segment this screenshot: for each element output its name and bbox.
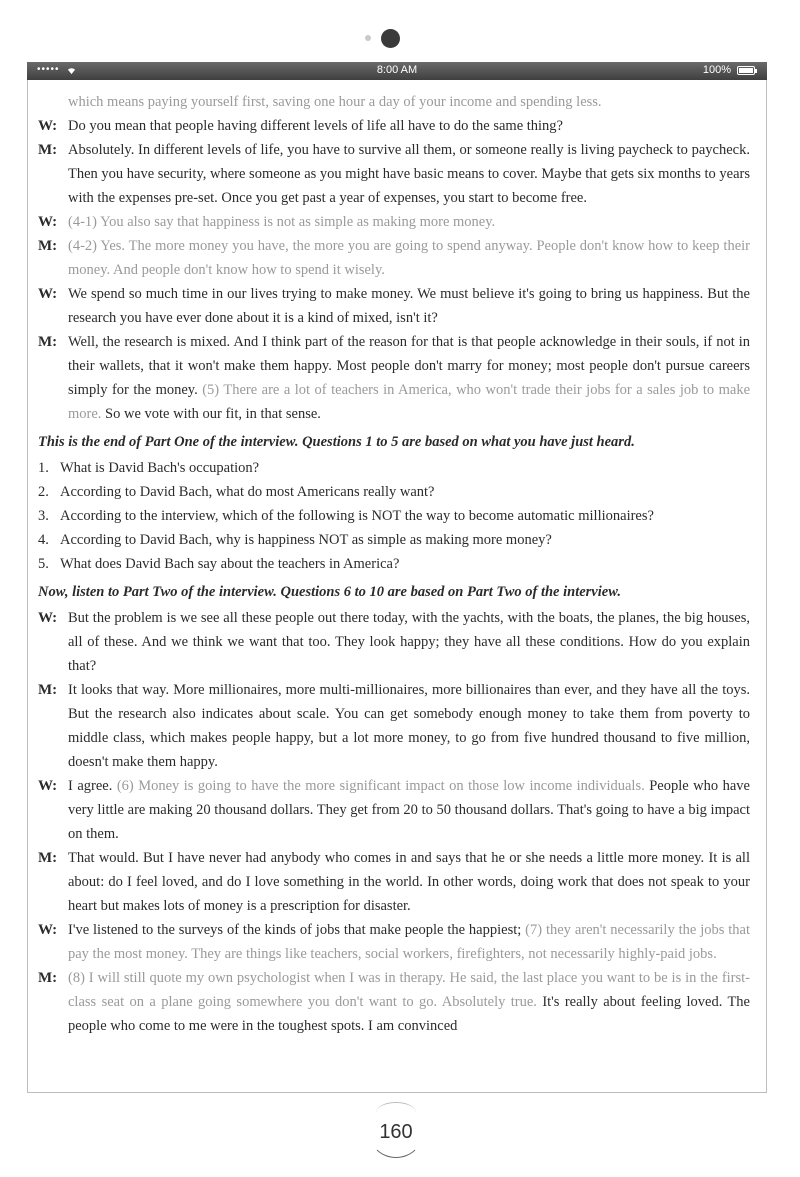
- dialogue-text-main: Well, the research is mixed. And I think part of the reason for that is that people acknowledge in their souls, if not in their wallets, that it won't make them happy. Most people don't marry for money; most people don't pursue careers simply for the money.: [68, 334, 750, 398]
- dialogue-paragraph: [38, 918, 750, 966]
- speaker-label: M:: [38, 238, 58, 254]
- answer-hint-text: (6) Money is going to have the more significant impact on those low income individuals.: [112, 778, 645, 794]
- dialogue-text-tail: People who have very little are making 20 thousand dollars. They get from 20 to 50 thousand dollars. That's going to have a big impact on them.: [68, 778, 750, 842]
- signal-icon: •••••: [37, 64, 60, 75]
- answer-hint-text: (8) I will still quote my own psychologist when I was in therapy. He said, the last place you want to be is in the first-class seat on a plane going somewhere you don't want to go. Absolutely true.: [68, 970, 750, 1010]
- question-item: [38, 480, 750, 504]
- dialogue-text-main: I agree.: [68, 778, 113, 794]
- dialogue-paragraph: [38, 606, 750, 678]
- dialogue-text-main: I've listened to the surveys of the kinds of jobs that make people the happiest;: [68, 922, 522, 938]
- dialogue-text-main: (4-2) Yes. The more money you have, the more you are going to spend anyway. People don't know how to keep their money. And people don't know how to spend it wisely.: [68, 238, 750, 278]
- continued-text: [38, 90, 750, 114]
- dialogue-paragraph: [38, 234, 750, 282]
- dialogue-text-main: That would. But I have never had anybody who comes in and says that he or she needs a little more money. It is all about: do I feel loved, and do I love something in the world. In other words, doing work that does not speak to your heart but makes lots of money is a prescription for disaster.: [68, 850, 750, 914]
- answer-hint-text: (7) they aren't necessarily the jobs that pay the most money. They are things like teachers, social workers, firefighters, not necessarily highly-paid jobs.: [68, 922, 751, 962]
- question-number: 5.: [38, 556, 49, 572]
- transcript-content: [38, 90, 750, 1038]
- dialogue-text: [68, 918, 750, 966]
- question-text: According to David Bach, why is happiness NOT as simple as making more money?: [60, 532, 552, 548]
- question-number: 1.: [38, 460, 49, 476]
- speaker-label: M:: [38, 334, 58, 350]
- question-item: [38, 456, 750, 480]
- dialogue-text-main: Do you mean that people having different levels of life all have to do the same thing?: [68, 118, 563, 134]
- dialogue-text: [68, 774, 750, 846]
- dialogue-text: [68, 114, 750, 138]
- dialogue-text: [68, 606, 750, 678]
- dialogue-text: [68, 234, 750, 282]
- speaker-label: W:: [38, 778, 58, 794]
- section-instruction: This is the end of Part One of the interview. Questions 1 to 5 are based on what you have just heard.: [38, 434, 635, 450]
- question-item: [38, 528, 750, 552]
- camera-lens-icon: [381, 29, 400, 48]
- dialogue-paragraph: [38, 966, 750, 1038]
- speaker-label: W:: [38, 286, 58, 302]
- dialogue-text: [68, 678, 750, 774]
- speaker-label: M:: [38, 850, 58, 866]
- camera-sensor-icon: [365, 35, 371, 41]
- dialogue-paragraph: [38, 774, 750, 846]
- dialogue-paragraph: [38, 282, 750, 330]
- question-number: 2.: [38, 484, 49, 500]
- dialogue-text-main: We spend so much time in our lives trying to make money. We must believe it's going to bring us happiness. But the research you have ever done about it is a kind of mixed, isn't it?: [68, 286, 750, 326]
- question-number: 4.: [38, 532, 49, 548]
- question-text: What is David Bach's occupation?: [60, 460, 260, 476]
- question-text: According to David Bach, what do most Americans really want?: [60, 484, 435, 500]
- dialogue-text-main: It looks that way. More millionaires, more multi-millionaires, more billionaires than ever, and they have all the toys. But the research also indicates about scale. You can get somebody enough money to take them from poverty to middle class, which makes people happy, but a lot more money, to go from five hundred thousand to five million, doesn't make them happy.: [68, 682, 750, 770]
- dialogue-text: [68, 210, 750, 234]
- battery-percent: 100%: [702, 64, 731, 76]
- speaker-label: W:: [38, 214, 58, 230]
- status-time: 8:00 AM: [376, 64, 418, 76]
- section-instruction: Now, listen to Part Two of the interview. Questions 6 to 10 are based on Part Two of the interview.: [38, 584, 621, 600]
- dialogue-text-main: Absolutely. In different levels of life, you have to survive all them, or someone really is living paycheck to paycheck. Then you have security, where someone as you might have basic means to cover. Maybe that gets six months to years with the expenses pre-set. Once you get past a year of expenses, you start to become free.: [68, 142, 750, 206]
- question-number: 3.: [38, 508, 49, 524]
- question-item: [38, 504, 750, 528]
- speaker-label: M:: [38, 682, 58, 698]
- page-number: 160: [367, 1108, 425, 1156]
- dialogue-text: [68, 330, 750, 426]
- dialogue-text-main: (4-1) You also say that happiness is not as simple as making more money.: [68, 214, 496, 230]
- answer-hint-text: (5) There are a lot of teachers in America, who won't trade their jobs for a sales job to make more.: [68, 382, 751, 422]
- dialogue-paragraph: [38, 846, 750, 918]
- dialogue-paragraph: [38, 138, 750, 210]
- question-text: What does David Bach say about the teachers in America?: [60, 556, 400, 572]
- status-bar: [27, 62, 767, 80]
- dialogue-text: [68, 846, 750, 918]
- dialogue-paragraph: [38, 114, 750, 138]
- speaker-label: W:: [38, 118, 58, 134]
- battery-icon: [737, 66, 755, 75]
- device-camera: [0, 28, 800, 48]
- dialogue-paragraph: [38, 678, 750, 774]
- dialogue-text: [68, 966, 750, 1038]
- dialogue-text-tail: So we vote with our fit, in that sense.: [101, 406, 321, 422]
- speaker-label: M:: [38, 970, 58, 986]
- dialogue-text: [68, 138, 750, 210]
- question-item: [38, 552, 750, 576]
- speaker-label: W:: [38, 922, 58, 938]
- dialogue-paragraph: [38, 330, 750, 426]
- continued-text-body: which means paying yourself first, saving one hour a day of your income and spending less.: [68, 94, 602, 110]
- dialogue-text-main: But the problem is we see all these people out there today, with the yachts, with the boats, the planes, the big houses, all of these. And we think we want that too. They look happy; they have all these conditions. How do you explain that?: [68, 610, 750, 674]
- dialogue-paragraph: [38, 210, 750, 234]
- speaker-label: M:: [38, 142, 58, 158]
- speaker-label: W:: [38, 610, 58, 626]
- dialogue-text-tail: It's really about feeling loved. The people who come to me were in the toughest spots. I am convinced: [68, 994, 750, 1034]
- dialogue-text: [68, 282, 750, 330]
- question-text: According to the interview, which of the following is NOT the way to become automatic millionaires?: [60, 508, 654, 524]
